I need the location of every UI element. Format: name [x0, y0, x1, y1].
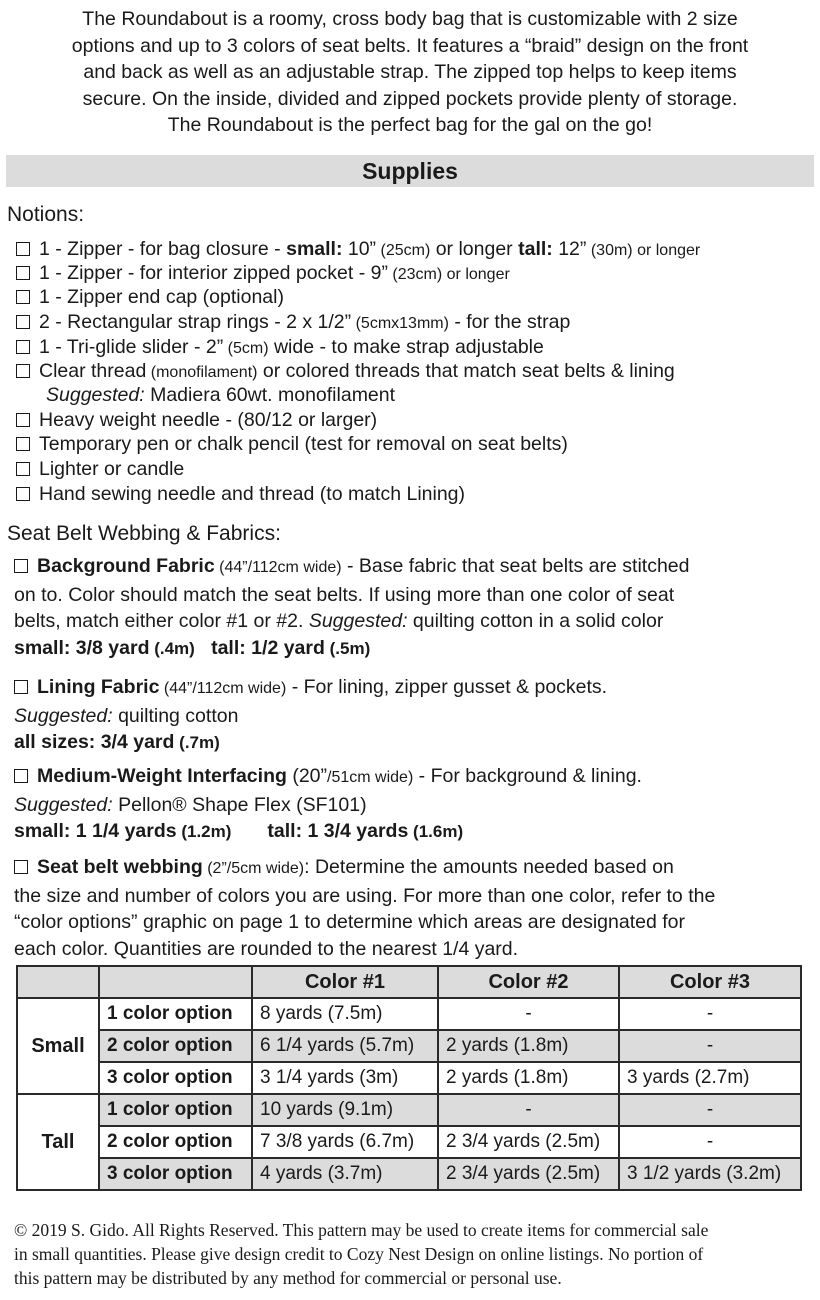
notion-item-end-cap: 1 - Zipper end cap (optional): [16, 285, 284, 309]
checkbox-icon: [16, 290, 30, 304]
checkbox-icon: [16, 437, 30, 451]
supplies-header-bar: [6, 155, 814, 187]
checkbox-icon: [16, 340, 30, 354]
table-row: 2 color option 7 3/8 yards (6.7m) 2 3/4 yards (2.5m) -: [17, 1126, 801, 1158]
intro-line: The Roundabout is a roomy, cross body bag that is customizable with 2 size: [82, 8, 738, 30]
webbing-quantity-table: [16, 965, 802, 1191]
checkbox-icon: [14, 559, 28, 573]
intro-line: The Roundabout is the perfect bag for the gal on the go!: [167, 114, 653, 136]
table-header-row: [17, 966, 801, 998]
group-label-tall: Tall: [17, 1094, 99, 1190]
background-fabric-amounts: small: 3/8 yard (.4m) tall: 1/2 yard (.5m): [14, 636, 371, 659]
notion-item-pen: Temporary pen or chalk pencil (test for removal on seat belts): [16, 432, 568, 456]
fabrics-heading: Seat Belt Webbing & Fabrics:: [7, 522, 281, 545]
notion-item-lighter: Lighter or candle: [16, 457, 184, 481]
notion-item-needle: Heavy weight needle - (80/12 or larger): [16, 408, 377, 432]
interfacing-amounts: small: 1 1/4 yards (1.2m) tall: 1 3/4 yards (1.6m): [14, 820, 464, 842]
header-color-1: Color #1: [252, 966, 438, 998]
checkbox-icon: [16, 487, 30, 501]
intro-paragraph: [0, 6, 820, 139]
checkbox-icon: [16, 364, 30, 378]
table-row: 3 color option 4 yards (3.7m) 2 3/4 yards (2.5m) 3 1/2 yards (3.2m): [17, 1158, 801, 1190]
header-color-3: Color #3: [619, 966, 801, 998]
checkbox-icon: [16, 462, 30, 476]
notion-item-thread-suggestion: Suggested: Madiera 60wt. monofilament: [46, 384, 396, 406]
interfacing-block: Medium-Weight Interfacing (20”/51cm wide) - For background & lining. Suggested: Pellon® Shape Flex (SF101) small: 1 1/4 yards (1.2m) tall: 1 3/4 yards (1.6m): [14, 763, 814, 846]
table-row: Tall 1 color option 10 yards (9.1m) - -: [17, 1094, 801, 1126]
checkbox-icon: [14, 860, 28, 874]
checkbox-icon: [16, 266, 30, 280]
notion-item-strap-rings: 2 - Rectangular strap rings - 2 x 1/2” (5cmx13mm) - for the strap: [16, 310, 570, 336]
header-color-2: Color #2: [438, 966, 619, 998]
webbing-block: Seat belt webbing (2”/5cm wide): Determine the amounts needed based on the size and number of colors you are using. For more than one color, refer to the “color options” graphic on page 1 to determine which areas are designated for each color. Quantities are rounded to the nearest 1/4 yard.: [14, 856, 716, 960]
table-row: 2 color option 6 1/4 yards (5.7m) 2 yards (1.8m) -: [17, 1030, 801, 1062]
table-row: Small 1 color option 8 yards (7.5m) - -: [17, 998, 801, 1030]
supplies-title: Supplies: [362, 158, 458, 184]
lining-fabric-amounts: all sizes: 3/4 yard (.7m): [14, 731, 220, 753]
background-fabric-block: Background Fabric (44”/112cm wide) - Base fabric that seat belts are stitched on to. Color should match the seat belts. If using more than one color of seat belts, match either color #1 or #2. Suggested: quilting cotton in a solid color small: 3/8 yard (.4m) tall: 1/2 yard (.5m): [14, 553, 814, 662]
copyright-footer: © 2019 S. Gido. All Rights Reserved. This pattern may be used to create items for commercial sale in small quantities. Please give design credit to Cozy Nest Design on online listings. No portion of this pattern may be distributed by any method for commercial or personal use.: [14, 1220, 709, 1288]
intro-line: options and up to 3 colors of seat belts. It features a “braid” design on the front: [71, 34, 749, 57]
table-row: 3 color option 3 1/4 yards (3m) 2 yards (1.8m) 3 yards (2.7m): [17, 1062, 801, 1094]
notion-item-hand-needle: Hand sewing needle and thread (to match Lining): [16, 482, 465, 506]
notion-item-zipper-pocket: 1 - Zipper - for interior zipped pocket - 9” (23cm) or longer: [16, 261, 510, 287]
checkbox-icon: [14, 680, 28, 694]
notion-item-zipper-closure: 1 - Zipper - for bag closure - small: 10” (25cm) or longer tall: 12” (30m) or longer: [16, 237, 700, 263]
checkbox-icon: [16, 413, 30, 427]
notion-item-thread: Clear thread (monofilament) or colored threads that match seat belts & lining: [16, 359, 675, 385]
checkbox-icon: [16, 242, 30, 256]
notions-heading: Notions:: [7, 203, 85, 226]
intro-line: secure. On the inside, divided and zipped pockets provide plenty of storage.: [82, 87, 738, 110]
lining-fabric-block: Lining Fabric (44”/112cm wide) - For lining, zipper gusset & pockets. Suggested: quilting cotton all sizes: 3/4 yard (.7m): [14, 674, 814, 757]
group-label-small: Small: [17, 998, 99, 1094]
checkbox-icon: [16, 315, 30, 329]
notion-item-tri-glide: 1 - Tri-glide slider - 2” (5cm) wide - to make strap adjustable: [16, 335, 544, 361]
checkbox-icon: [14, 769, 28, 783]
intro-line: and back as well as an adjustable strap. The zipped top helps to keep items: [83, 61, 737, 83]
